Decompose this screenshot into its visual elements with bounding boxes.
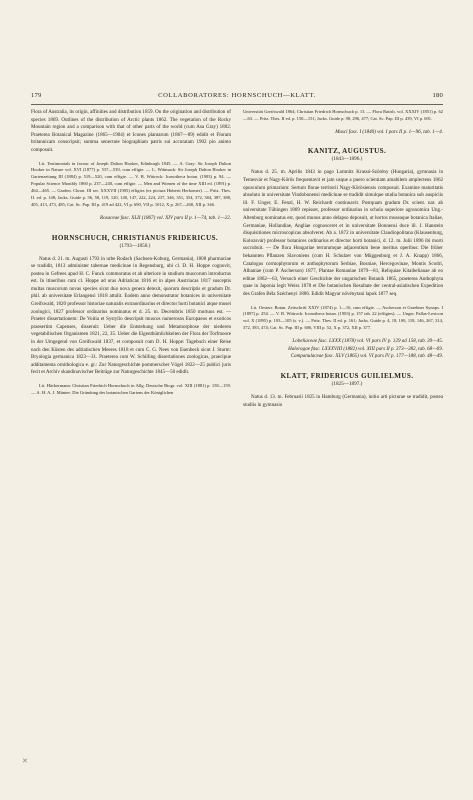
running-title: COLLABORATORES: HORNSCHUCH—KLATT. [158, 92, 316, 99]
hornschuch-reference: Musci fasc. I (1840) vol. I pars II p. 1—96, tab. 1—4. [335, 128, 443, 135]
left-column [31, 109, 231, 397]
klatt-biography: Natus d. 13. m. Februarii 1825 in Hamburg (Germania), initio arti picturae se tradidit, postea studiis in gymnasio [243, 393, 443, 408]
klatt-heading: KLATT, FRIDERICUS GUILIELMUS. [280, 371, 414, 380]
kanitz-literature: Lit. Oesterr. Botan. Zeitschrift XXIV (1874) p. 1—16, cum effigie. — Ascherson et Graebner Synops. I (1897) p. 254. — V. B. Wittrock: Iconotheca botan. (1903) p. 157 tab. 22 (effigies). — Unger. Pallas-Lexicon vol. X (1895) p. 103—105 (s. v.). — Pritz. Thes. II ed. p. 161; Jacks. Guide p. 4, 18, 100, 118, 146, 267, 314, 372, 383, 474; Cat. Sc. Pap. III p. 606, VIII p. 52, X p. 372, XII p. 377. [243, 304, 443, 331]
right-column [243, 109, 443, 409]
kanitz-reference-lobeliaceae: Lobeliaceae fasc. LXXX (1878) vol. VI pars IV p. 129 ad 158, tab. 39—45. [292, 338, 443, 345]
kanitz-reference-haloragae: Haloragae fasc. LXXXVIII (1882) vol. XIII pars II p. 373—382, tab. 68—69. [288, 345, 443, 352]
kanitz-biography: Natus d. 25. m. Aprilis 1843 in pago Lomnitz Krassó-Szörény (Hungaria), gymnasia in Temesvár et Nagy-Körös frequentavit et jam usque a puero scientiam amabilem amplectens 1862 opusculum primarium: Sertum florae territorii Nagy-Körösiensis composuit. Examine maturitatis absoluto in universitate Vindobonensi medicinae se tradidit simulque studia botanica sub auspiciis ill. F. Unger, E. Fenzl, H. W. Reichardt continuavit. Postquam gradum Dr. scient. nat. ab universitate Tübingen 1869 cepisset, professor ordinarius in schola superiore agronomica Ung.-Altenburg nominatus est, quod munus anno delapso deposuit, ut hortos museaque botanica Italiae, Germaniae, Hollandiae, Angliae cognosceret et in universitate Bonnensi duce ill. J. Hanstein disquisitiones microscopicas absolveret. Ab a. 1872 in universitate Claudiopolitana (Klausenburg, Kolozsvár) professor botanices ordinarius et director horti botanici, d. 12. m. Julii 1896 ibi morti succubuit. — De flora Hungariae terrarumque adjacentium bene meritus operibus: Die früher bekannten Pflanzen Slavoniens (cum H. Schulzer von Müggenburg et J. A. Knapp) 1866, Catalogus cormophytorum et anthophytorum Serbiae, Bosniae, Hercegovinae, Montis Scodri, Albaniae (cum P. Ascherson) 1877, Plantae Romaniae 1879—81, Reliquiae Kitaibelianae ab eo editae 1862—63, Versuch einer Geschichte der ungarischen Botanik 1865, praeterea Anthophyta quae in Japonia legit Weiss 1878 et Die botanischen Resultate der central-asiatischen Expedition des Grafen Béla Széchenyi 1886. Edidit Magyar növénytani lapok 1877 seq. [243, 169, 443, 297]
hooker-reference: Rosaceae fasc. XLII (1867) vol. XIV pars II p. 1—74, tab. 1—22. [100, 214, 231, 221]
hooker-literature: Lit. Testimonials in favour of Joseph Dalton Hooker, Edinburgh 1845. — A. Gray: Sir Joseph Dalton Hooker in Nature vol. XVI (1877) p. 537—539, cum effigie. — L. Wittmack: Sir Joseph Dalton Hooker in Gartenzeitung III (1884) p. 519—520, cum effigie. — V. B. Wittrock: Iconotheca botan. (1903) p. 94. — Popular Science Monthly 1860 p. 237—240, cum effigie. — Men and Women of the time XIII ed. (1891) p. 464—465. — Garden. Chron. III ser. XXXVII (1905) effigies (ex pictura Huberti Herkomer). — Pritz. Thes. II. ed. p. 148; Jacks. Guide p. 56, 58, 119, 120, 140, 147, 222, 224, 237, 346, 351, 354, 372, 384, 387, 388, 405, 413, 473, 485; Cat. Sc. Pap. III p. 419 ad 422, VI p. 690, VII p. 1012, X p. 267—268, XII p. 346. [31, 160, 231, 207]
hornschuch-literature-cont: Universität Greifswald 1864; Christian Friedrich Hornschuch p. 13. — Flora Ratisb. vol. XXXIV (1851) p. 62—63. — Pritz. Thes. II ed. p. 150—151; Jacks. Guide p. 98, 296, 477; Cat. Sc. Pap. III p. 439, VI p. 691. [243, 109, 443, 121]
hornschuch-dates: (1793—1850.) [119, 242, 151, 249]
page-number-right: 180 [432, 92, 443, 99]
kanitz-heading: KANITZ, AUGUSTUS. [307, 147, 387, 156]
running-header [31, 92, 443, 104]
hornschuch-literature: Lit. Häckermann: Christian Friedrich Hornschuch in Allg. Deutsche Biogr. vol. XIII (1881) p. 158—159. — A. H. A. J. Münter: Die Gründung des botanischen Gartens der Königlichen [31, 383, 231, 395]
header-rule [31, 104, 443, 105]
kanitz-dates: (1843—1896.) [331, 156, 363, 163]
hooker-works-paragraph: Flora of Australia, its origin, affinities and distribution 1859. On the origination and distribution of species 1869. Outlines of the distribution of Arctic plants 1862. The vegetation of the Rocky Mountain region and a comparison with that of other parts of the world (cum Asa Gray) 1882. Praeterea Botanical Magazine (1865—1904) et Icones plantarum (1867—89) edidit et Floram britannicam conscripsit; summa senectute biographiam patris sui accuratam 1902 pio animo composuit. [31, 109, 231, 153]
page-number-left: 179 [31, 92, 42, 99]
klatt-dates: (1825—1897.) [331, 380, 363, 387]
hornschuch-biography: Natus d. 21. m. Augusti 1793 in urbe Rodach (Sachsen-Koburg, Germania), 1808 pharmaciae se tradidit, 1813 administer tabernae medicinae in Regensburg, ubi cl. D. H. Hoppe cognovit, postea in Gefrees apud H. C. Funck commoratus et ab ulteriore in studium muscorum introductus est. In itineribus cum cl. Hoppe ad oras Adriaticas 1816 et in alpes Austriacas 1817 susceptis multas muscorum novas species sicut duo nova genera detexit, quorum descriptis et gradum Dr. phil. ab universitate Erlangensi 1818 attulit. Eodem anno demonstrator botanices in universitate Greifswald, 1820 professor historiae naturalis extraordinarius et director horti botanici atque musei zoologici, 1827 professor ordinarius nominatus et d. 25. m. Decembris 1850 mortuus est. — Praeter dissertationem: De Voitia et Systylio descripsit muscos numerosos Europaeos et exoticos praesertim Capenses, disseruit: Ueber die Entstehung und Metamorphose der niederen vegetabilischen Organismen 1821, 22, 35. Ueber die Eigenthümlichkeiten der Flora der Torfmoore in der Umgegend von Greifswald 1837, et composuit cum D. H. Hoppe: Tagebuch einer Reise nach den Küsten des adriatischen Meeres 1818 et cum C. G. Nees von Esenbeck sicut J. Sturm: Bryologia germanica 1823—31. Praeterea cum W. Schilling dissertationes zoologicas, praecipue additamenta ornithologica e. gr.: Zur Naturgeschichte pommerscher Vögel 1822—25 publici juris fecit et Archiv skandinavischer Beiträge zur Naturgeschichte 1845—50 edidit. [31, 255, 231, 376]
kanitz-reference-campanulaceae: Campanulaceae fasc. XLV (1865) vol. VI pars IV p. 177—188, tab. 48—49. [290, 353, 443, 360]
crop-mark-icon: ✕ [22, 757, 28, 765]
hornschuch-heading: HORNSCHUCH, CHRISTIANUS FRIDERICUS. [51, 233, 219, 242]
